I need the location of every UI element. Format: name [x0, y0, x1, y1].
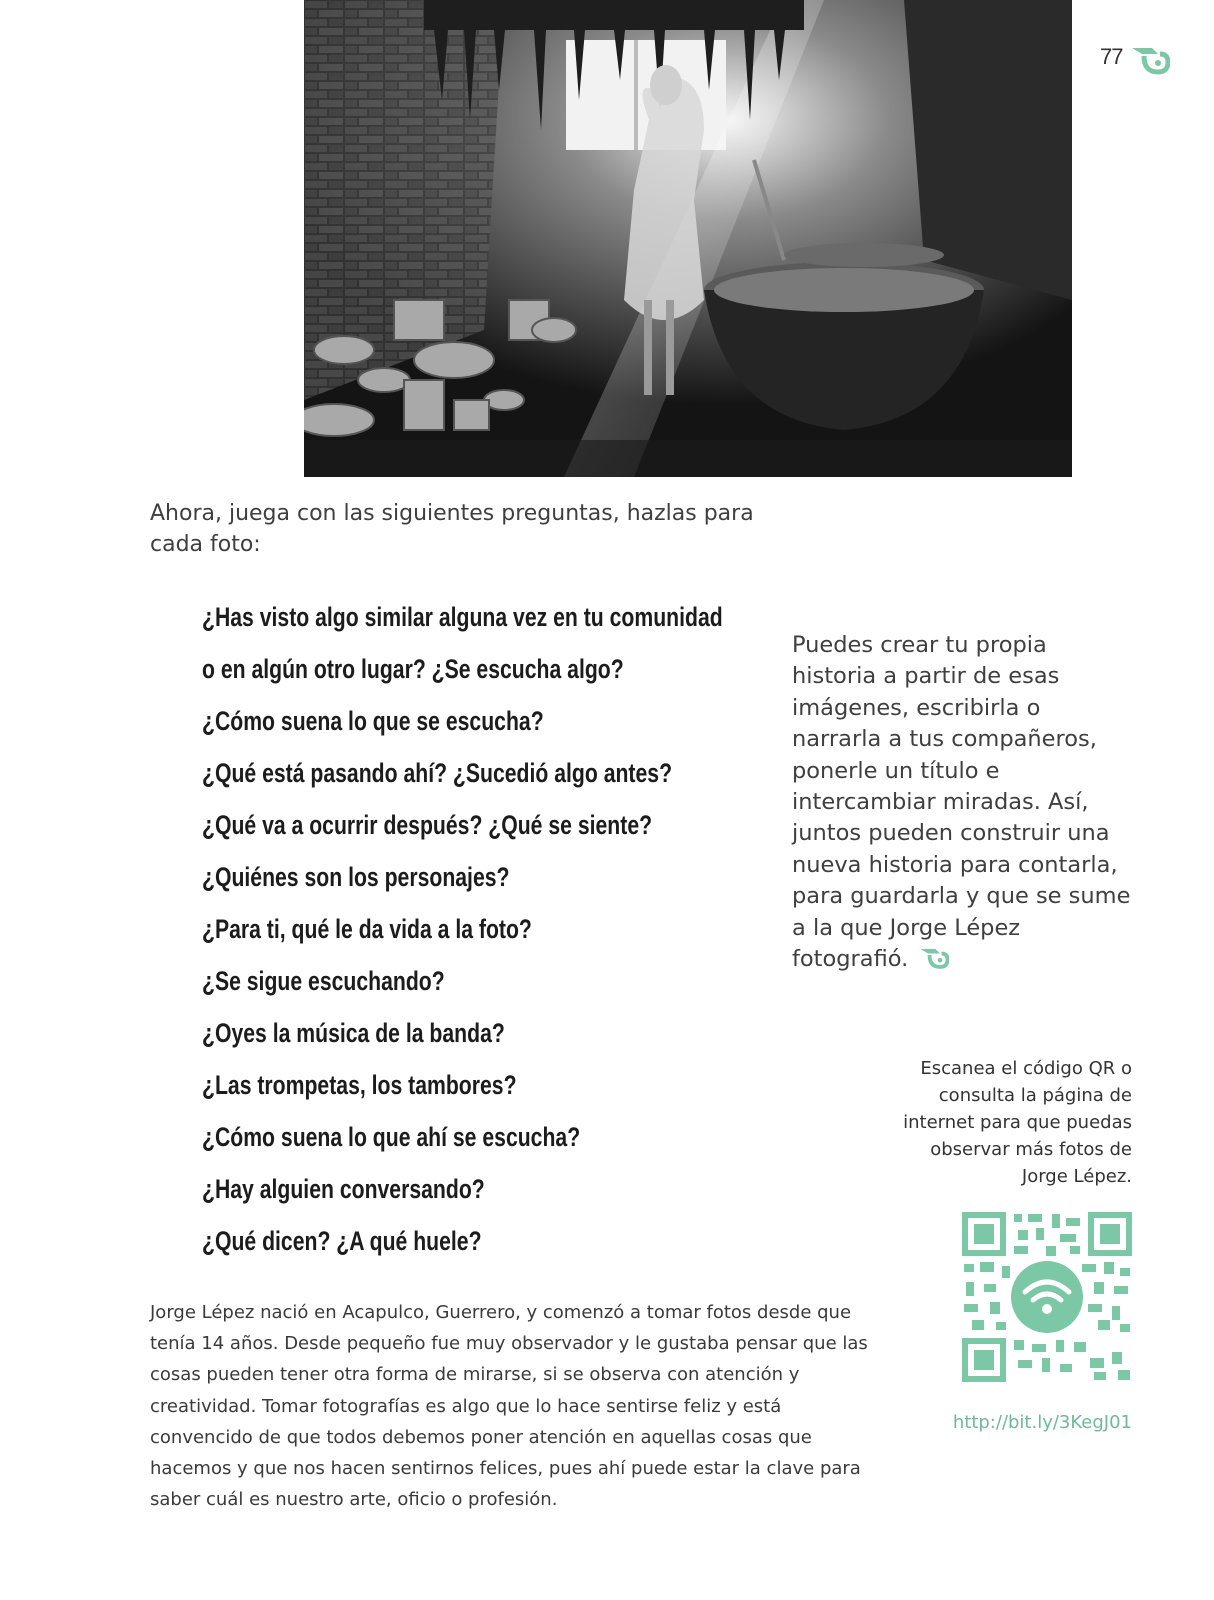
- photo-illustration: [304, 0, 1072, 477]
- question-item: ¿Qué está pasando ahí? ¿Sucedió algo antes?: [202, 758, 673, 788]
- page-number: 77: [1100, 44, 1123, 69]
- sidebar-text: Puedes crear tu propia historia a partir de esas imágenes, escribirla o narrarla a tus compañeros, ponerle un título e intercambiar miradas. Así, juntos pueden construir una nueva historia para contarla, para guardarla y que se sume a la que Jorge Lépez fotografió.: [792, 632, 1131, 973]
- question-item: ¿Las trompetas, los tambores?: [202, 1070, 517, 1100]
- question-item: ¿Has visto algo similar alguna vez en tu comunidad: [202, 602, 723, 632]
- qr-caption: Escanea el código QR o consulta la página de internet para que puedas observar más fotos de Jorge Lépez.: [903, 1058, 1132, 1187]
- bio-text: Jorge Lépez nació en Acapulco, Guerrero, y comenzó a tomar fotos desde que tenía 14 años. Desde pequeño fue muy observador y le gustaba pensar que las cosas pueden tener otra forma de mirarse, si se observa con atención y creatividad. Tomar fotografías es algo que lo hace sentirse feliz y está convencido de que todos debemos poner atención en aquellas cosas que hacemos y que nos hacen sentirnos felices, pues ahí puede estar la clave para saber cuál es nuestro arte, oficio o profesión.: [150, 1302, 868, 1511]
- section-mark-icon: [919, 946, 949, 970]
- section-mark-icon: [1130, 44, 1170, 76]
- qr-code-icon[interactable]: [962, 1212, 1132, 1382]
- question-item: ¿Quiénes son los personajes?: [202, 862, 510, 892]
- question-item: ¿Hay alguien conversando?: [202, 1174, 485, 1204]
- kitchen-photo: [304, 0, 1072, 477]
- question-item: ¿Para ti, qué le da vida a la foto?: [202, 914, 532, 944]
- intro-text: Ahora, juega con las siguientes preguntas, hazlas para cada foto:: [150, 501, 754, 557]
- question-item: o en algún otro lugar? ¿Se escucha algo?: [202, 654, 624, 684]
- question-item: ¿Oyes la música de la banda?: [202, 1018, 505, 1048]
- sidebar-note: [792, 630, 1132, 975]
- question-item: ¿Qué dicen? ¿A qué huele?: [202, 1226, 482, 1256]
- question-item: ¿Cómo suena lo que se escucha?: [202, 706, 544, 736]
- questions-list: [202, 591, 853, 1267]
- qr-url-link[interactable]: http://bit.ly/3KegJ01: [952, 1412, 1132, 1433]
- question-item: ¿Cómo suena lo que ahí se escucha?: [202, 1122, 581, 1152]
- question-item: ¿Qué va a ocurrir después? ¿Qué se siente?: [202, 810, 653, 840]
- question-item: ¿Se sigue escuchando?: [202, 966, 445, 996]
